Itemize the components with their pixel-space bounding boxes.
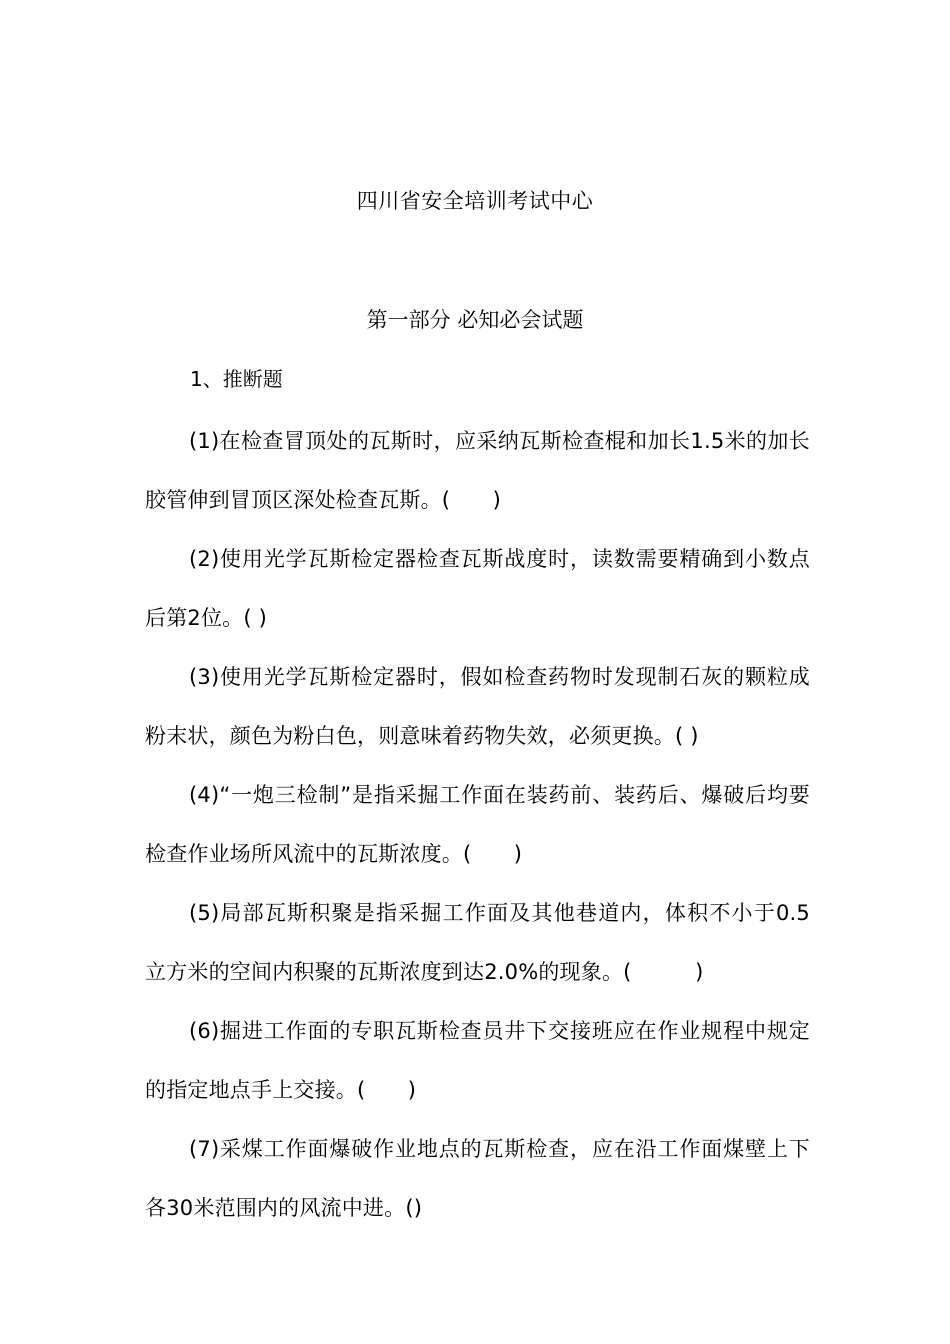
question-item: (1)在检查冒顶处的瓦斯时，应采纳瓦斯检查棍和加长1.5米的加长胶管伸到冒顶区深处检查瓦斯。( ) [145,429,810,512]
question-item: (2)使用光学瓦斯检定器检查瓦斯战度时，读数需要精确到小数点后第2位。( ) [145,547,810,630]
organization-title: 四川省安全培训考试中心 [356,189,594,213]
question-item: (4)“一炮三检制”是指采掘工作面在装药前、装药后、爆破后均要检查作业场所风流中的瓦斯浓度。( ) [145,783,810,866]
question-item: (7)采煤工作面爆破作业地点的瓦斯检查，应在沿工作面煤壁上下各30米范围内的风流中进。() [145,1137,810,1220]
question-item: (5)局部瓦斯积聚是指采掘工作面及其他巷道内，体积不小于0.5 立方米的空间内积聚的瓦斯浓度到达2.0%的现象。( ) [145,901,832,984]
section-heading: 1、推断题 [190,367,283,391]
question-item: (3)使用光学瓦斯检定器时，假如检查药物时发现制石灰的颗粒成粉末状，颜色为粉白色，则意味着药物失效，必须更换。( ) [145,665,810,748]
question-list [145,412,832,1238]
part-title: 第一部分 必知必会试题 [366,308,584,332]
question-item: (6)掘进工作面的专职瓦斯检查员井下交接班应在作业规程中规定的指定地点手上交接。( ) [145,1019,810,1102]
